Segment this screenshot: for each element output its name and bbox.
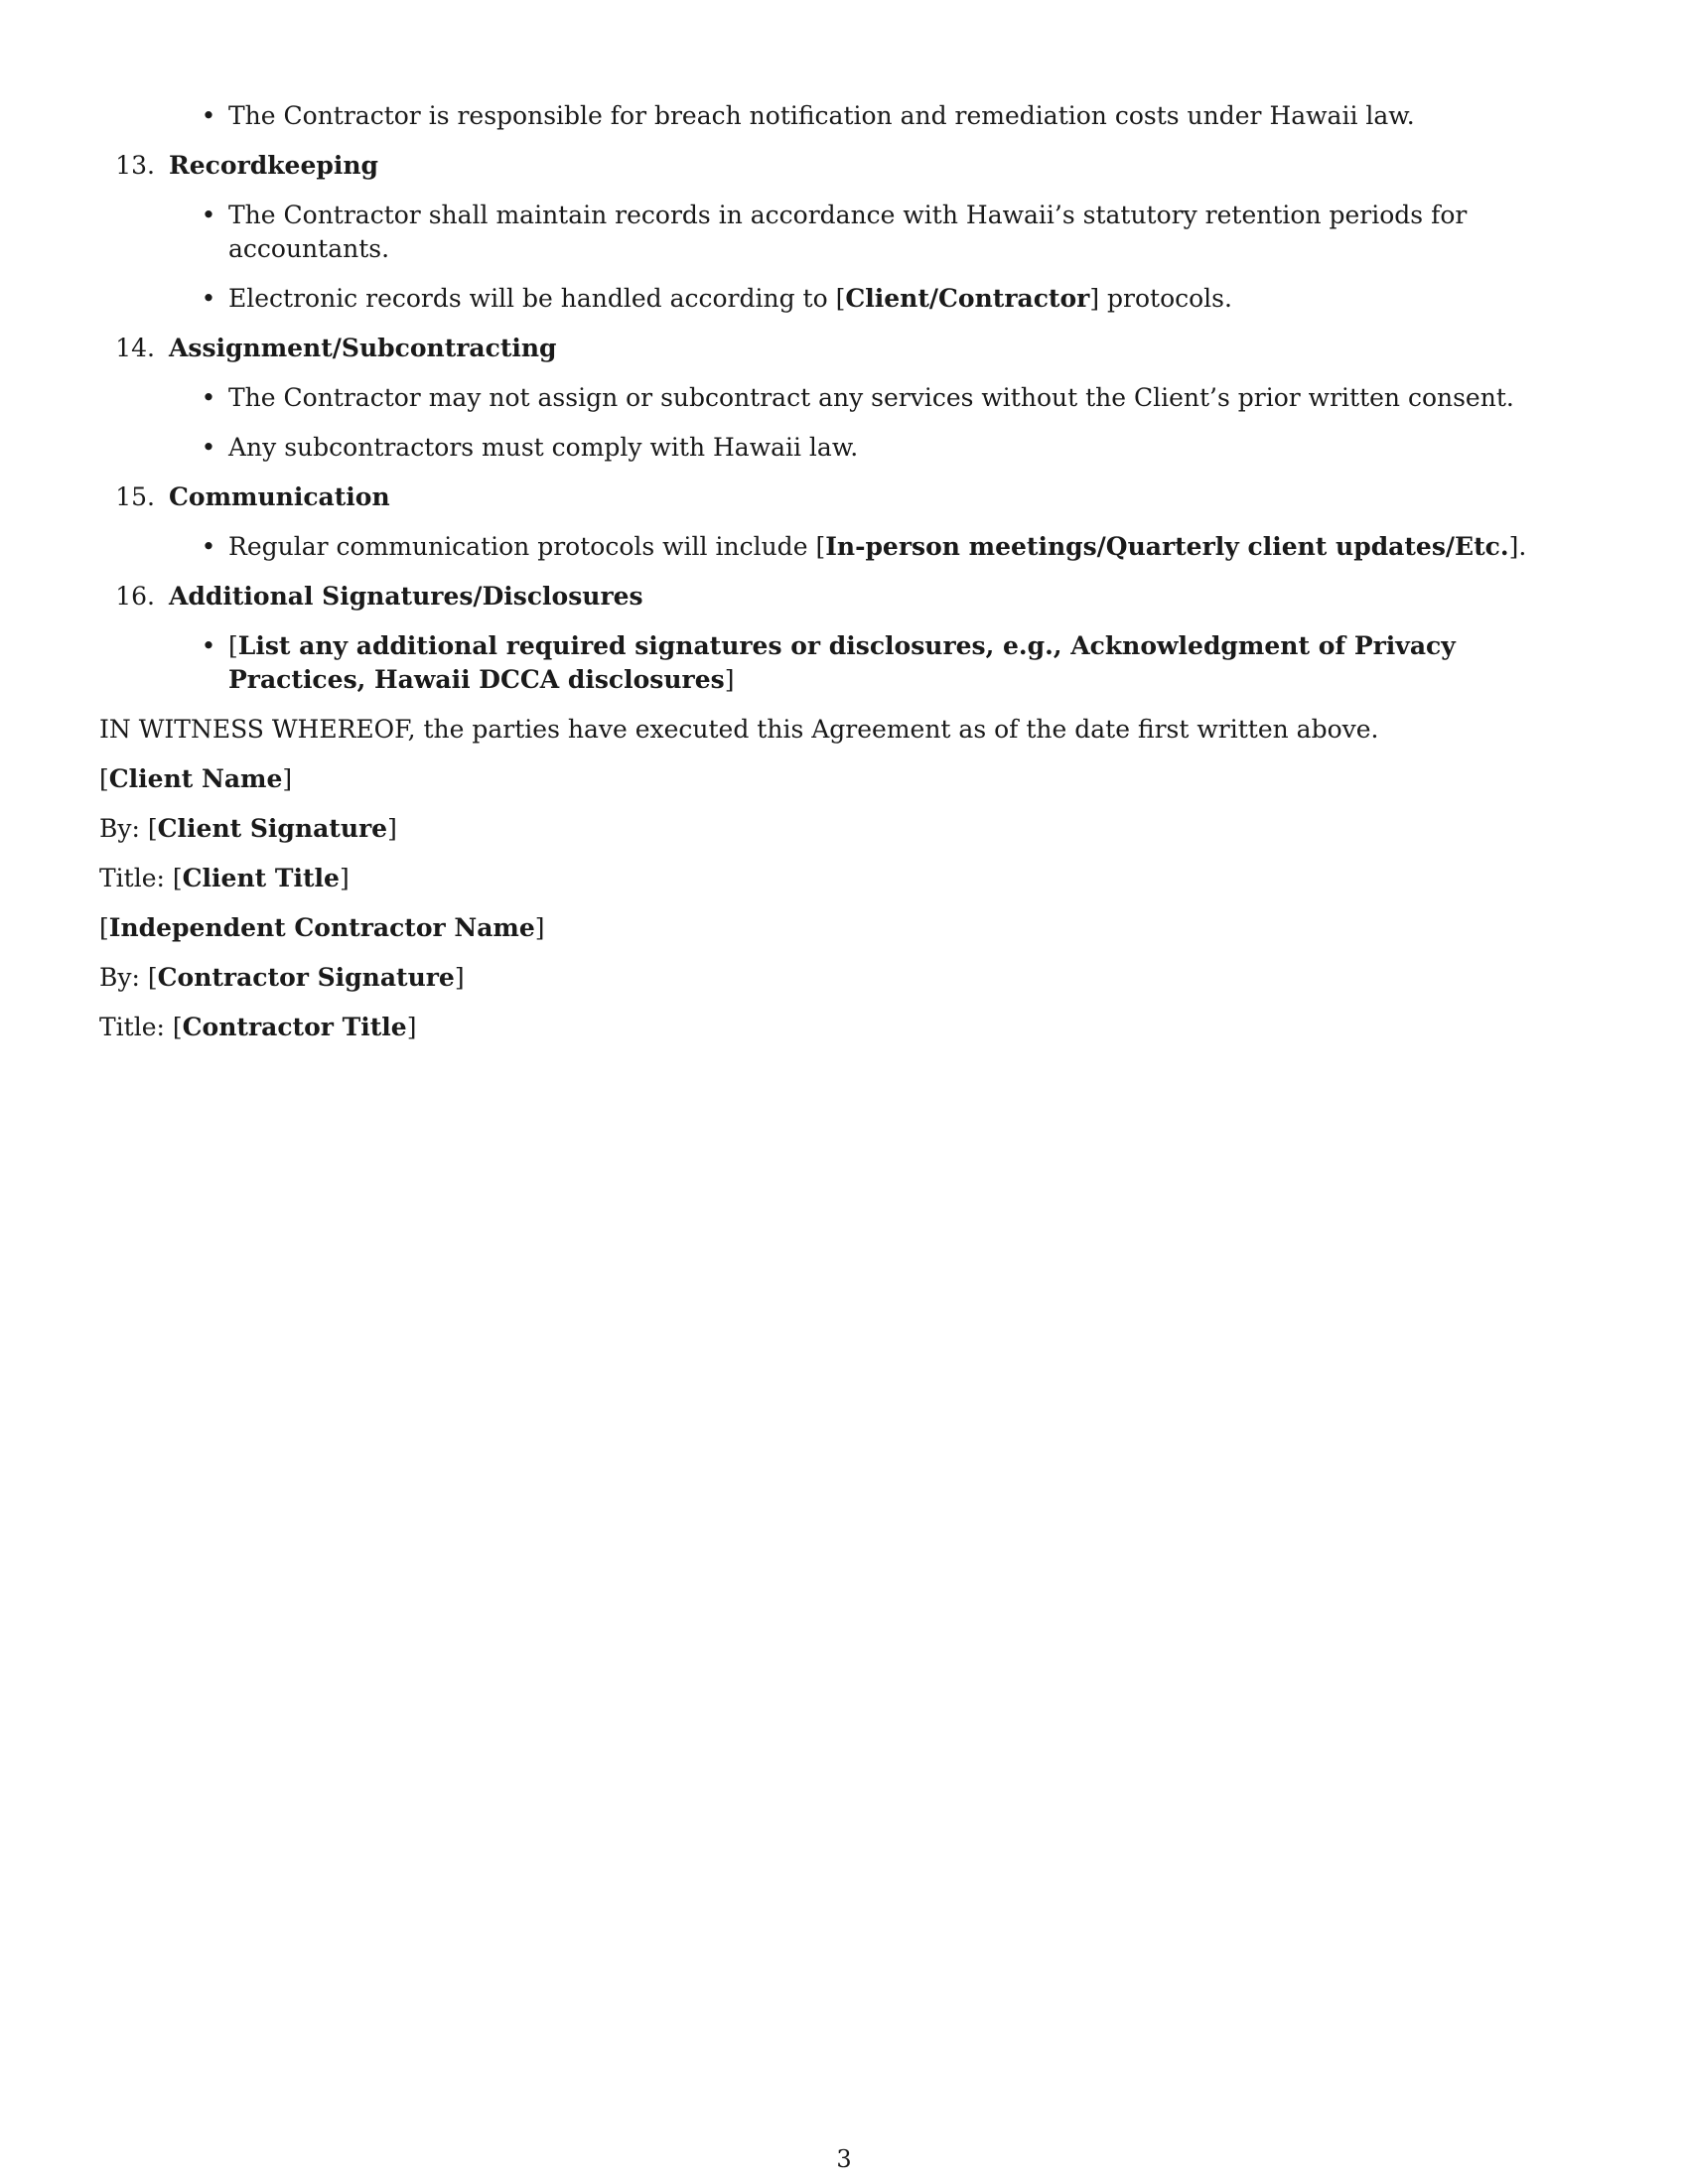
section-heading-signatures bbox=[99, 580, 1589, 614]
client-name: Client Name bbox=[108, 764, 283, 793]
section-title: Additional Signatures/Disclosures bbox=[169, 582, 643, 611]
list-item bbox=[99, 431, 1589, 465]
document-page bbox=[99, 99, 1589, 1060]
section-title: Assignment/Subcontracting bbox=[169, 334, 557, 362]
placeholder-field: In-person meetings/Quarterly client updates/Etc. bbox=[825, 532, 1509, 561]
contractor-name: Independent Contractor Name bbox=[108, 913, 535, 942]
bullet-icon: • bbox=[201, 101, 216, 130]
bullet-text: Regular communication protocols will include [In-person meetings/Quarterly client updates/Etc.]. bbox=[228, 532, 1527, 561]
client-signature-line: By: [Client Signature] bbox=[99, 814, 397, 843]
section-number: 13. bbox=[115, 151, 155, 180]
contractor-title-line: Title: [Contractor Title] bbox=[99, 1013, 417, 1041]
title-label: Title: bbox=[99, 864, 173, 892]
client-title: Client Title bbox=[182, 864, 340, 892]
section-heading-communication bbox=[99, 480, 1589, 514]
bullet-text: The Contractor shall maintain records in accordance with Hawaii’s statutory retention periods for accountants. bbox=[228, 201, 1468, 263]
section-number: 15. bbox=[115, 482, 155, 511]
bullet-text: The Contractor is responsible for breach notification and remediation costs under Hawaii law. bbox=[228, 101, 1415, 130]
client-title-line: Title: [Client Title] bbox=[99, 864, 350, 892]
placeholder-field: Client/Contractor bbox=[845, 284, 1090, 313]
section-heading-assignment bbox=[99, 332, 1589, 365]
bullet-list bbox=[99, 530, 1589, 564]
by-label: By: bbox=[99, 814, 148, 843]
bullet-text: Electronic records will be handled according to [Client/Contractor] protocols. bbox=[228, 284, 1232, 313]
bullet-list bbox=[99, 199, 1589, 316]
bullet-icon: • bbox=[201, 284, 216, 313]
section-number: 14. bbox=[115, 334, 155, 362]
bullet-list bbox=[99, 381, 1589, 465]
list-item bbox=[99, 530, 1589, 564]
bullet-text: The Contractor may not assign or subcontract any services without the Client’s prior written consent. bbox=[228, 383, 1514, 412]
witness-clause: IN WITNESS WHEREOF, the parties have executed this Agreement as of the date first written above. bbox=[99, 715, 1379, 744]
list-item bbox=[99, 199, 1589, 266]
placeholder-field: List any additional required signatures or disclosures, e.g., Acknowledgment of Privacy Practices, Hawaii DCCA disclosures bbox=[228, 631, 1456, 694]
section-title: Communication bbox=[169, 482, 390, 511]
section-title: Recordkeeping bbox=[169, 151, 378, 180]
bullet-icon: • bbox=[201, 433, 216, 462]
section-number: 16. bbox=[115, 582, 155, 611]
client-name-line: [Client Name] bbox=[99, 764, 293, 793]
list-item bbox=[99, 381, 1589, 415]
contractor-signature: Contractor Signature bbox=[157, 963, 455, 992]
section-heading-recordkeeping bbox=[99, 149, 1589, 183]
bullet-text: Any subcontractors must comply with Hawaii law. bbox=[228, 433, 859, 462]
bullet-list bbox=[99, 629, 1589, 697]
contractor-title: Contractor Title bbox=[182, 1013, 407, 1041]
list-item bbox=[99, 629, 1589, 697]
by-label: By: bbox=[99, 963, 148, 992]
bullet-icon: • bbox=[201, 631, 216, 660]
bullet-icon: • bbox=[201, 383, 216, 412]
list-item bbox=[99, 282, 1589, 316]
contractor-signature-line: By: [Contractor Signature] bbox=[99, 963, 465, 992]
list-item bbox=[99, 99, 1589, 133]
page-number: 3 bbox=[836, 2145, 852, 2173]
title-label: Title: bbox=[99, 1013, 173, 1041]
client-signature: Client Signature bbox=[157, 814, 388, 843]
bullet-icon: • bbox=[201, 201, 216, 229]
bullet-list bbox=[99, 99, 1589, 133]
bullet-icon: • bbox=[201, 532, 216, 561]
bullet-text: [List any additional required signatures or disclosures, e.g., Acknowledgment of Privacy Practices, Hawaii DCCA disclosures] bbox=[228, 631, 1456, 694]
contractor-name-line: [Independent Contractor Name] bbox=[99, 913, 545, 942]
